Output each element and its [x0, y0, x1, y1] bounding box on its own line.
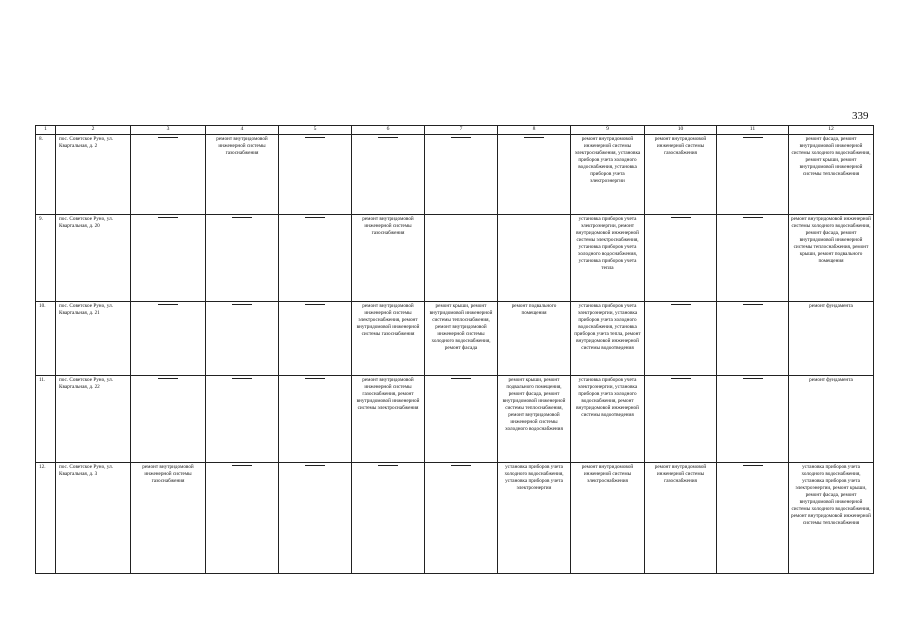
cell-empty-dash	[279, 301, 352, 375]
row-address: пос. Советское Руно, ул. Квартальная, д. 22	[56, 375, 131, 462]
cell-empty-dash	[206, 301, 279, 375]
cell-empty	[425, 214, 498, 301]
cell-empty-dash	[206, 462, 279, 573]
cell-empty-dash	[352, 134, 425, 214]
table-row	[36, 134, 874, 214]
table-cell: установка приборов учета холодного водоснабжения, установка приборов учета электроэнергии, ремонт крыши, ремонт фасада, ремонт внутридомовой инженерной системы холодного водоснабжения, ремонт внутридомовой инженерной системы теплоснабжения	[789, 462, 874, 573]
page-number: 339	[852, 110, 869, 122]
table-cell: ремонт крыши, ремонт внутридомовой инженерной системы теплоснабжения, ремонт внутридомовой инженерной системы холодного водоснабжения, ремонт фасада	[425, 301, 498, 375]
table-cell: ремонт внутридомовой инженерной системы электроснабжения, ремонт внутридомовой инженерной системы газоснабжения	[352, 301, 425, 375]
header-cell: 10	[645, 126, 717, 135]
cell-empty-dash	[425, 375, 498, 462]
cell-empty-dash	[206, 214, 279, 301]
cell-empty-dash	[645, 214, 717, 301]
table-cell: ремонт фундамента	[789, 375, 874, 462]
header-cell: 9	[571, 126, 645, 135]
row-number: 8.	[36, 134, 56, 214]
table-row	[36, 375, 874, 462]
table-cell: ремонт внутридомовой инженерной системы электроснабжения	[571, 462, 645, 573]
cell-empty-dash	[717, 462, 789, 573]
table-cell: ремонт внутридомовой инженерной системы газоснабжения	[206, 134, 279, 214]
row-number: 10.	[36, 301, 56, 375]
cell-empty-dash	[717, 214, 789, 301]
table-cell: ремонт внутридомовой инженерной системы газоснабжения	[131, 462, 206, 573]
cell-empty-dash	[131, 301, 206, 375]
cell-empty-dash	[279, 375, 352, 462]
table-row	[36, 214, 874, 301]
cell-empty-dash	[131, 375, 206, 462]
cell-empty-dash	[206, 375, 279, 462]
table-cell: ремонт подвального помещения	[498, 301, 571, 375]
cell-empty-dash	[425, 462, 498, 573]
cell-empty-dash	[279, 214, 352, 301]
table-cell: ремонт внутридомовой инженерной системы газоснабжения	[645, 134, 717, 214]
header-cell: 1	[36, 126, 56, 135]
row-number: 11.	[36, 375, 56, 462]
header-row	[36, 126, 874, 135]
cell-empty-dash	[425, 134, 498, 214]
row-number: 9.	[36, 214, 56, 301]
row-address: пос. Советское Руно, ул. Квартальная, д. 3	[56, 462, 131, 573]
row-address: пос. Советское Руно, ул. Квартальная, д. 20	[56, 214, 131, 301]
cell-empty	[498, 214, 571, 301]
cell-empty-dash	[279, 134, 352, 214]
cell-empty-dash	[717, 375, 789, 462]
header-cell: 11	[717, 126, 789, 135]
table-row	[36, 301, 874, 375]
cell-empty-dash	[717, 134, 789, 214]
table-cell: ремонт крыши, ремонт подвального помещения, ремонт фасада, ремонт внутридомовой инженерной системы теплоснабжения, ремонт внутридомовой инженерной системы холодного водоснабжения	[498, 375, 571, 462]
cell-empty-dash	[131, 214, 206, 301]
table-cell: ремонт внутридомовой инженерной системы газоснабжения, ремонт внутридомовой инженерной системы электроснабжения	[352, 375, 425, 462]
header-cell: 7	[425, 126, 498, 135]
cell-empty-dash	[279, 462, 352, 573]
row-address: пос. Советское Руно, ул. Квартальная, д. 2	[56, 134, 131, 214]
cell-empty-dash	[645, 375, 717, 462]
cell-empty-dash	[645, 301, 717, 375]
header-cell: 4	[206, 126, 279, 135]
table-cell: установка приборов учета электроэнергии, установка приборов учета холодного водоснабжения, ремонт внутридомовой инженерной системы водоотведения	[571, 375, 645, 462]
table-cell: ремонт внутридомовой инженерной системы газоснабжения	[352, 214, 425, 301]
table-cell: ремонт внутридомовой инженерной системы электроснабжения, установка приборов учета холодного водоснабжения, установка приборов учета электроэнергии	[571, 134, 645, 214]
table-cell: ремонт фундамента	[789, 301, 874, 375]
row-address: пос. Советское Руно, ул. Квартальная, д. 21	[56, 301, 131, 375]
header-cell: 6	[352, 126, 425, 135]
repair-plan-table	[35, 125, 874, 574]
header-cell: 3	[131, 126, 206, 135]
table-cell: ремонт внутридомовой инженерной системы холодного водоснабжения, ремонт фасада, ремонт внутридомовой инженерной системы теплоснабжения, ремонт крыши, ремонт подвального помещения	[789, 214, 874, 301]
header-cell: 8	[498, 126, 571, 135]
header-cell: 5	[279, 126, 352, 135]
cell-empty-dash	[717, 301, 789, 375]
table-cell: ремонт фасада, ремонт внутридомовой инженерной системы холодного водоснабжения, ремонт крыши, ремонт внутридомовой инженерной системы теплоснабжения	[789, 134, 874, 214]
cell-empty-dash	[498, 134, 571, 214]
row-number: 12.	[36, 462, 56, 573]
table-cell: установка приборов учета холодного водоснабжения, установка приборов учета электроэнергии	[498, 462, 571, 573]
cell-empty-dash	[352, 462, 425, 573]
header-cell: 12	[789, 126, 874, 135]
header-cell: 2	[56, 126, 131, 135]
table-row	[36, 462, 874, 573]
table-cell: установка приборов учета электроэнергии, ремонт внутридомовой инженерной системы электроснабжения, установка приборов учета холодного водоснабжения, установка приборов учета тепла	[571, 214, 645, 301]
table-cell: установка приборов учета электроэнергии, установка приборов учета холодного водоснабжения, установка приборов учета тепла, ремонт внутридомовой инженерной системы водоотведения	[571, 301, 645, 375]
table-cell: ремонт внутридомовой инженерной системы газоснабжения	[645, 462, 717, 573]
cell-empty-dash	[131, 134, 206, 214]
